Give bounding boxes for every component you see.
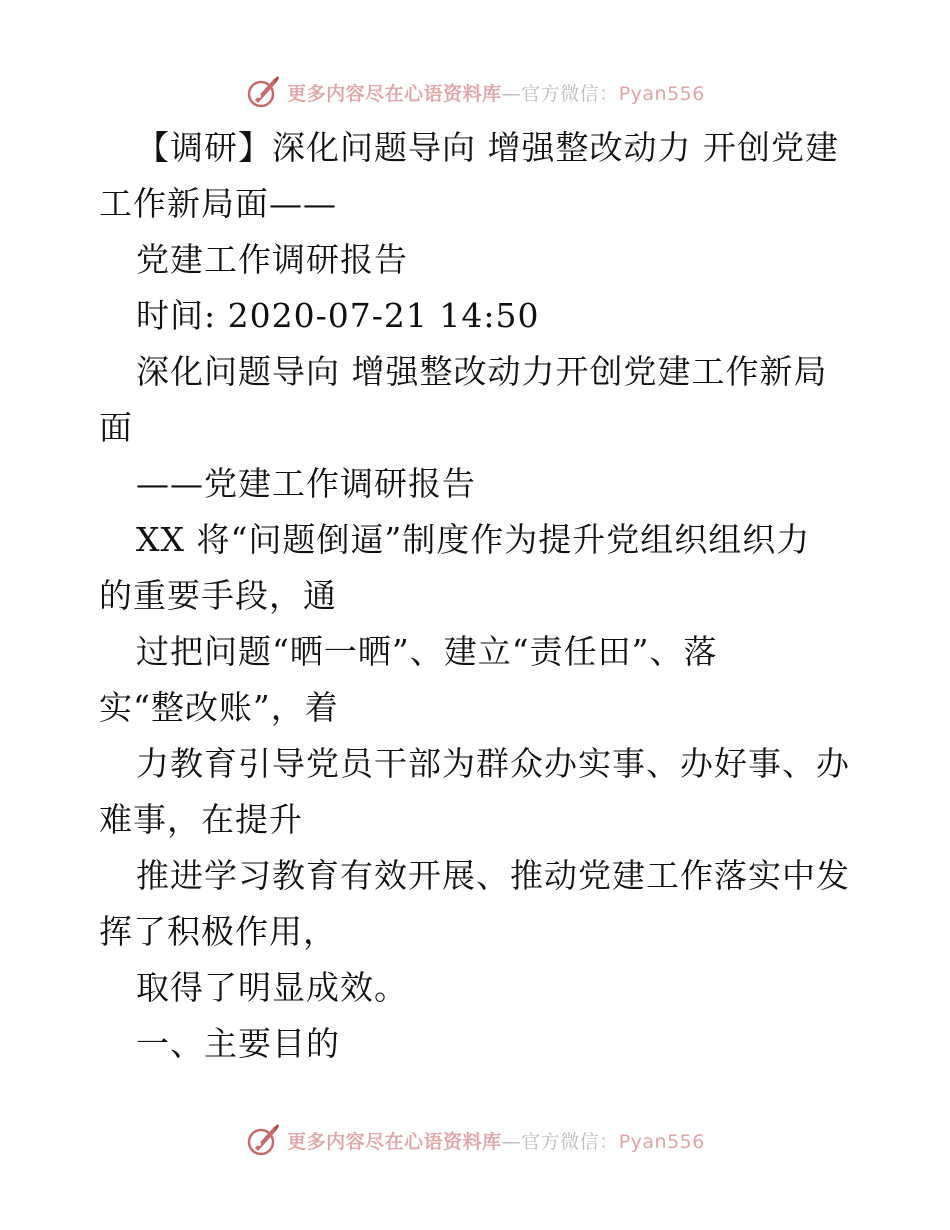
section-heading: 一、主要目的 [136, 1024, 340, 1063]
watermark-text [287, 79, 705, 106]
watermark-wechat-id: Pyan556 [618, 1130, 705, 1153]
heading-line-3: ——党建工作调研报告 [136, 464, 476, 503]
heading-line-2: 面 [99, 408, 133, 447]
watermark-sub-text: 官方微信： [521, 1130, 619, 1153]
paragraph-line: 难事，在提升 [99, 800, 303, 839]
watermark-dash: — [501, 1130, 522, 1153]
paragraph-line: 过把问题“晒一晒”、建立“责任田”、落 [136, 632, 718, 671]
heading-line-1: 深化问题导向 增强整改动力开创党建工作新局 [136, 352, 828, 391]
paragraph-line: 实“整改账”，着 [99, 688, 339, 727]
watermark-main-text: 更多内容尽在心语资料库 [287, 1130, 502, 1153]
footer-watermark [0, 1118, 950, 1162]
title-line-2: 工作新局面—— [99, 184, 337, 223]
watermark-sub-text: 官方微信： [521, 82, 619, 105]
watermark-wechat-id: Pyan556 [618, 82, 705, 105]
quill-pen-seal-icon [245, 74, 281, 110]
title-line-1: 【调研】深化问题导向 增强整改动力 开创党建 [136, 128, 839, 167]
paragraph-line: 的重要手段，通 [99, 576, 337, 615]
paragraph-line: XX 将“问题倒逼”制度作为提升党组织组织力 [136, 520, 811, 559]
watermark-text [287, 1127, 705, 1154]
document-body [99, 120, 859, 1072]
quill-pen-seal-icon [245, 1122, 281, 1158]
timestamp-line: 时间: 2020-07-21 14:50 [136, 296, 540, 335]
paragraph-line: 力教育引导党员干部为群众办实事、办好事、办 [136, 744, 850, 783]
subtitle-line: 党建工作调研报告 [136, 240, 408, 279]
watermark-dash: — [501, 82, 522, 105]
watermark-main-text: 更多内容尽在心语资料库 [287, 82, 502, 105]
paragraph-line: 取得了明显成效。 [136, 968, 408, 1007]
paragraph-line: 推进学习教育有效开展、推动党建工作落实中发 [136, 856, 850, 895]
header-watermark [0, 70, 950, 114]
paragraph-line: 挥了积极作用， [99, 912, 337, 951]
